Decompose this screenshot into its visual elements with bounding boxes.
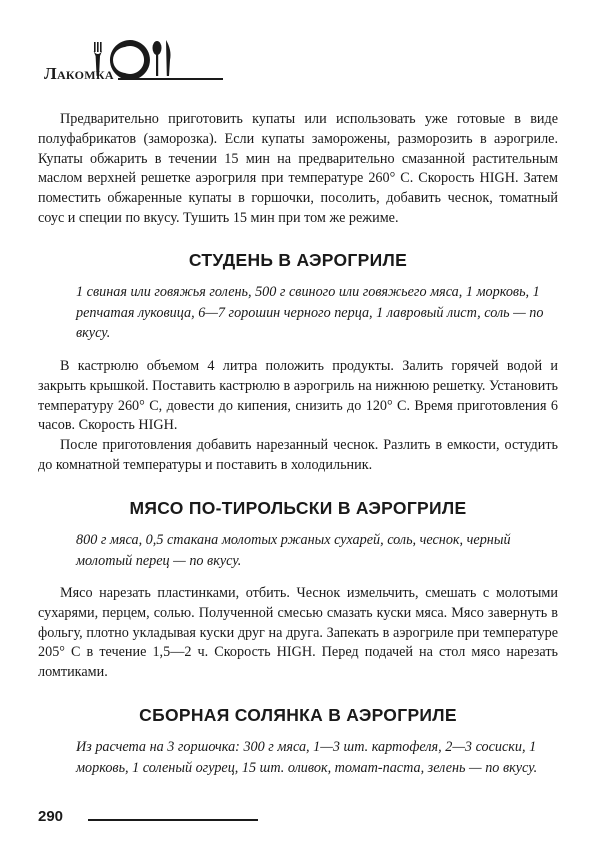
recipe-title: МЯСО ПО-ТИРОЛЬСКИ В АЭРОГРИЛЕ	[129, 498, 467, 518]
recipe-step: В кастрюлю объемом 4 литра положить продукты. Залить горячей водой и закрыть крышкой. Поставить кастрюлю в аэрогриль на нижнюю решетку. Установить температуру 260° С, довести до кипения, снизить до 120° С. Время приготовления 6 часов. Скорость HIGH.	[38, 358, 558, 434]
footer-rule	[88, 819, 258, 821]
recipe-ingredients: 800 г мяса, 0,5 стакана молотых ржаных сухарей, соль, чеснок, черный молотый перец — по вкусу.	[76, 532, 511, 569]
logo-text: Лакомка	[44, 64, 114, 83]
intro-paragraph: Предварительно приготовить купаты или использовать уже готовые в виде полуфабрикатов (заморозка). Если купаты заморожены, разморозить в аэрогриле. Купаты обжарить в течении 15 мин на предварительно смазанной растительным маслом верхней решетке аэрогриля при температуре 260° С. Скорость HIGH. Затем поместить обжаренные купаты в горшочки, посолить, добавить чеснок, томатный соус и специи по вкусу. Тушить 15 мин при том же режиме.	[38, 111, 558, 226]
recipe-step: После приготовления добавить нарезанный чеснок. Разлить в емкости, остудить до комнатной температуры и поставить в холодильник.	[38, 437, 558, 473]
recipe-step: Мясо нарезать пластинками, отбить. Чеснок измельчить, смешать с молотыми сухарями, перцем, солью. Полученной смесью смазать куски мяса. Мясо завернуть в фольгу, плотно укладывая куски друг на друга. Запекать в аэрогриле при температуре 205° С в течение 1,5—2 ч. Скорость HIGH. Перед подачей на стол мясо нарезать ломтиками.	[38, 585, 558, 681]
recipe-title: СТУДЕНЬ В АЭРОГРИЛЕ	[188, 250, 408, 270]
recipe-ingredients: Из расчета на 3 горшочка: 300 г мяса, 1—3 шт. картофеля, 2—3 сосиски, 1 морковь, 1 соленый огурец, 15 шт. оливок, томат-паста, зелень — по вкусу.	[76, 739, 538, 776]
recipe-title: СБОРНАЯ СОЛЯНКА В АЭРОГРИЛЕ	[139, 705, 457, 725]
running-header	[38, 36, 223, 86]
page-number: 290	[38, 808, 64, 825]
header-rule	[118, 78, 223, 80]
recipe-ingredients: 1 свиная или говяжья голень, 500 г свиного или говяжьего мяса, 1 морковь, 1 репчатая луковица, 6—7 горошин черного перца, 1 лавровый лист, соль — по вкусу.	[76, 284, 544, 341]
